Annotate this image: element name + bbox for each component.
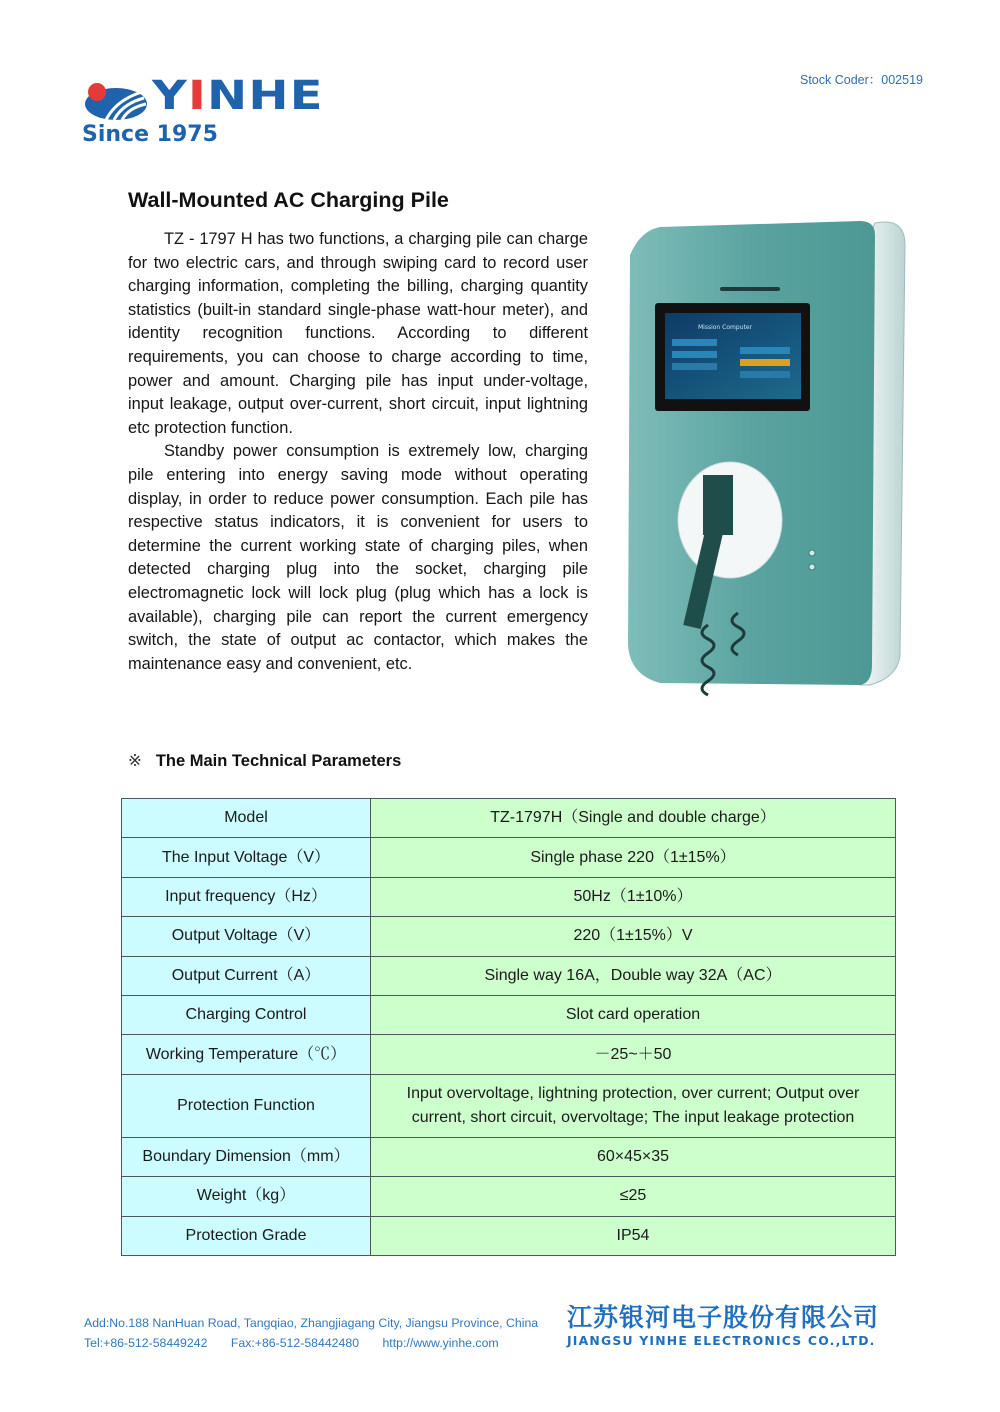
company-name-english: JIANGSU YINHE ELECTRONICS CO.,LTD. — [567, 1333, 876, 1348]
param-name: Weight（kg） — [122, 1177, 371, 1216]
description-paragraph: Standby power consumption is extremely low, charging pile entering into energy saving mode without operating display, in order to reduce power consumption. Each pile has respective status indicators, it is convenient for users to determine the current working state of charging piles, when detected charging plug into the socket, charging pile electromagnetic lock will lock plug (plug which has a lock is available), charging pile can report the current emergency switch, the state of output ac contactor, which makes the maintenance easy and convenient, etc. — [128, 442, 588, 673]
table-row — [122, 1137, 896, 1176]
param-name: Boundary Dimension（mm） — [122, 1137, 371, 1176]
footer-company — [567, 1303, 923, 1349]
footer-address: Add:No.188 NanHuan Road, Tangqiao, Zhangjiagang City, Jiangsu Province, China — [84, 1316, 539, 1330]
param-value: Input overvoltage, lightning protection, over current; Output over current, short circuit, overvoltage; The input leakage protection — [371, 1074, 896, 1137]
param-value: Slot card operation — [371, 995, 896, 1034]
page-title: Wall-Mounted AC Charging Pile — [128, 188, 449, 212]
parameters-heading-text: The Main Technical Parameters — [155, 752, 402, 770]
param-name: Protection Function — [122, 1074, 371, 1137]
table-row — [122, 799, 896, 838]
param-name: Working Temperature（℃） — [122, 1035, 371, 1074]
company-name-chinese: 江苏银河电子股份有限公司 — [567, 1303, 880, 1332]
param-value: 50Hz（1±10%） — [371, 877, 896, 916]
param-value: Single phase 220（1±15%） — [371, 838, 896, 877]
table-row — [122, 838, 896, 877]
param-value: 220（1±15%）V — [371, 917, 896, 956]
param-value: －25~＋50 — [371, 1035, 896, 1074]
table-row — [122, 877, 896, 916]
screen-title: Mission Computer — [698, 324, 752, 331]
param-value: Single way 16A，Double way 32A（AC） — [371, 956, 896, 995]
param-name: Output Voltage（V） — [122, 917, 371, 956]
param-name: Protection Grade — [122, 1216, 371, 1255]
param-value: TZ-1797H（Single and double charge） — [371, 799, 896, 838]
table-row — [122, 917, 896, 956]
param-name: Charging Control — [122, 995, 371, 1034]
logo-wordmark: YINHE — [152, 73, 324, 119]
table-row — [122, 1035, 896, 1074]
description-paragraph: TZ - 1797 H has two functions, a charging pile can charge for two electric cars, and through swiping card to record user charging information, completing the billing, charging quantity statistics (built-in standard single-phase watt-hour meter), and identity recognition functions. According to different requirements, you can choose to charge according to time, power and amount. Charging pile has input under-voltage, input leakage, output over-current, short circuit, input lightning etc protection function. — [128, 230, 588, 437]
param-value: ≤25 — [371, 1177, 896, 1216]
table-row — [122, 1074, 896, 1137]
yinhe-emblem-icon — [82, 82, 148, 122]
technical-parameters-table — [121, 798, 896, 1256]
parameters-heading — [128, 751, 401, 771]
param-name: The Input Voltage（V） — [122, 838, 371, 877]
footer-fax: Fax:+86-512-58442480 — [230, 1336, 360, 1350]
table-row — [122, 1177, 896, 1216]
footer-contact — [84, 1313, 538, 1353]
param-name: Input frequency（Hz） — [122, 877, 371, 916]
charging-pile-image — [620, 215, 910, 705]
reference-mark-icon: ※ — [128, 752, 142, 770]
stock-code: Stock Coder：002519 — [800, 73, 923, 87]
param-value: 60×45×35 — [371, 1137, 896, 1176]
company-logo — [82, 70, 342, 150]
footer-website-link[interactable]: http://www.yinhe.com — [382, 1336, 499, 1350]
param-name: Model — [122, 799, 371, 838]
param-name: Output Current（A） — [122, 956, 371, 995]
product-description — [128, 228, 588, 676]
table-row — [122, 1216, 896, 1255]
param-value: IP54 — [371, 1216, 896, 1255]
logo-tagline: Since 1975 — [82, 122, 218, 147]
table-row — [122, 995, 896, 1034]
footer-tel: Tel:+86-512-58449242 — [84, 1336, 208, 1350]
table-row — [122, 956, 896, 995]
